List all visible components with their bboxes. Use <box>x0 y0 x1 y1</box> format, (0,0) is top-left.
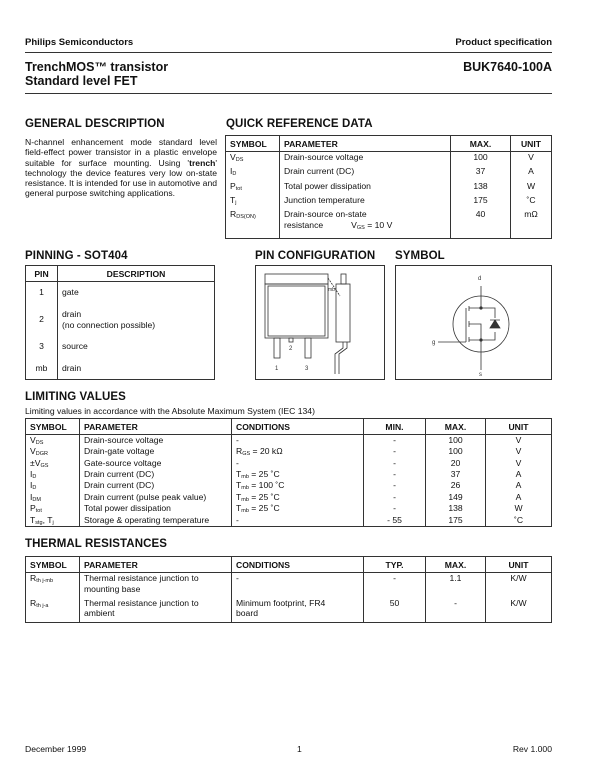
pin-config-diagram <box>255 265 385 380</box>
symbol-subscript: tot <box>235 185 242 192</box>
max-value: 37 <box>451 166 511 180</box>
quick-reference-table <box>225 135 552 239</box>
col-header: PARAMETER <box>80 419 232 435</box>
thermal-table <box>25 556 552 623</box>
table-row <box>26 480 552 491</box>
col-header: SYMBOL <box>30 560 67 570</box>
symbol-subscript: GS <box>40 462 49 469</box>
col-header: UNIT <box>486 419 552 435</box>
condition: - <box>236 514 239 525</box>
table-row <box>26 515 552 527</box>
symbol: V <box>30 435 36 445</box>
unit: V <box>511 152 552 167</box>
col-header: MAX. <box>426 557 486 573</box>
symbol-subscript: DM <box>32 496 41 503</box>
symbol-subscript: DGR <box>35 451 48 458</box>
unit: W <box>486 503 552 514</box>
pin-description: drain <box>62 362 82 373</box>
max-value: 1.1 <box>426 573 486 598</box>
desc-bold: trench <box>189 157 216 168</box>
symbol-subscript: stg <box>35 519 43 526</box>
unit: V <box>486 435 552 447</box>
title-line2: Standard level FET <box>25 74 138 88</box>
table-row <box>26 446 552 457</box>
condition: = 100 ˚C <box>248 480 285 491</box>
parameter: mounting base <box>84 583 141 594</box>
condition-subscript: GS <box>242 451 251 458</box>
col-header: UNIT <box>511 136 552 152</box>
condition: T <box>236 469 242 480</box>
max-value: 20 <box>426 458 486 469</box>
min-value: - <box>364 469 426 480</box>
parameter: Drain-source voltage <box>80 435 232 447</box>
min-value: - <box>364 480 426 491</box>
min-value: - <box>364 458 426 469</box>
limiting-values-heading: LIMITING VALUES <box>25 391 126 403</box>
unit: ˚C <box>511 195 552 209</box>
pin-number: mb <box>35 362 48 373</box>
condition: Minimum footprint, FR4 <box>236 597 326 608</box>
unit: K/W <box>486 573 552 598</box>
max-value: 175 <box>451 195 511 209</box>
unit: K/W <box>486 598 552 623</box>
col-header: PARAMETER <box>280 136 451 152</box>
symbol-subscript: D <box>232 171 237 178</box>
parameter: Drain-gate voltage <box>80 446 232 457</box>
symbol-subscript: DS <box>35 440 44 446</box>
parameter: Gate-source voltage <box>80 458 232 469</box>
company-name: Philips Semiconductors <box>25 37 134 48</box>
max-value: 138 <box>451 181 511 195</box>
parameter: Thermal resistance junction to <box>84 597 199 608</box>
symbol-subscript: DS(ON) <box>236 214 256 221</box>
table-row <box>26 573 552 598</box>
symbol: V <box>230 152 236 162</box>
unit: V <box>486 446 552 457</box>
unit: V <box>486 458 552 469</box>
condition: = 25 ˚C <box>248 469 280 480</box>
symbol: V <box>30 446 36 457</box>
symbol-subscript: DS <box>235 157 244 163</box>
condition-subscript: mb <box>241 496 249 503</box>
table-row <box>226 195 552 209</box>
parameter: Drain-source voltage <box>284 152 364 162</box>
sot404-package-drawing <box>256 266 384 379</box>
pin-description: source <box>62 341 88 352</box>
min-value: - <box>364 503 426 514</box>
pinning-table <box>25 265 215 380</box>
table-row <box>26 358 215 380</box>
parameter: Drain-source on-state <box>284 209 367 220</box>
condition: = 25 ˚C <box>248 491 280 502</box>
col-header: PARAMETER <box>80 557 232 573</box>
table-row <box>26 469 552 480</box>
col-header: TYP. <box>364 557 426 573</box>
parameter: resistance <box>284 219 324 230</box>
condition-subscript: GS <box>356 224 365 231</box>
table-row <box>226 209 552 238</box>
qrd-heading: QUICK REFERENCE DATA <box>226 118 373 130</box>
parameter: ambient <box>84 608 115 619</box>
symbol: P <box>230 180 236 191</box>
min-value: - <box>364 435 426 447</box>
parameter: Storage & operating temperature <box>80 515 232 527</box>
min-value: - <box>364 492 426 503</box>
parameter: Junction temperature <box>284 194 365 205</box>
pin-description: gate <box>62 287 79 298</box>
mosfet-symbol <box>395 265 552 380</box>
parameter: Thermal resistance junction to <box>84 573 199 583</box>
parameter: Total power dissipation <box>284 180 371 191</box>
pin-number: 2 <box>39 314 44 325</box>
general-description-heading: GENERAL DESCRIPTION <box>25 118 165 130</box>
condition: T <box>236 491 242 502</box>
symbol: I <box>230 166 233 177</box>
unit: A <box>486 469 552 480</box>
gate-label: g <box>432 340 436 346</box>
condition-subscript: mb <box>241 485 249 492</box>
symbol: , T <box>42 514 53 525</box>
table-row <box>26 458 552 469</box>
col-header: PIN <box>34 269 49 279</box>
limiting-values-table <box>25 418 552 527</box>
max-value: 138 <box>426 503 486 514</box>
drain-label: d <box>478 276 482 282</box>
symbol: I <box>30 480 33 491</box>
thermal-heading: THERMAL RESISTANCES <box>25 538 168 550</box>
parameter: Drain current (DC) <box>80 469 232 480</box>
mb-label: mb <box>328 287 335 293</box>
table-row <box>226 152 552 167</box>
condition: V <box>351 219 357 230</box>
condition: R <box>236 446 243 457</box>
col-header: CONDITIONS <box>232 557 364 573</box>
unit: A <box>486 492 552 503</box>
min-value: - <box>364 446 426 457</box>
condition: = 10 V <box>364 219 393 230</box>
table-row <box>226 181 552 195</box>
table-row <box>26 503 552 514</box>
table-row <box>26 282 215 304</box>
title-line1: TrenchMOS™ transistor <box>25 60 169 74</box>
max-value: - <box>426 598 486 623</box>
symbol-subscript: th j-mb <box>36 578 54 584</box>
condition-subscript: mb <box>241 508 249 515</box>
table-row <box>26 435 552 447</box>
col-header: MAX. <box>426 419 486 435</box>
symbol: T <box>230 194 236 205</box>
max-value: 100 <box>426 446 486 457</box>
symbol: ±V <box>30 457 41 468</box>
max-value: 149 <box>426 492 486 503</box>
condition: - <box>236 435 239 445</box>
divider <box>25 52 552 53</box>
desc-text: N-channel enhancement mode standard level field-effect power transistor in a plastic envelope suitable for surface mounting. Using ' <box>25 137 217 168</box>
general-description <box>25 137 217 199</box>
symbol-subscript: tot <box>35 508 42 515</box>
col-header: SYMBOL <box>230 139 267 149</box>
typ-value: - <box>364 573 426 598</box>
symbol: I <box>30 469 33 480</box>
unit: A <box>511 166 552 180</box>
condition: T <box>236 503 242 514</box>
table-row <box>26 336 215 358</box>
revision: Rev 1.000 <box>512 744 552 754</box>
condition: board <box>236 608 258 619</box>
col-header: UNIT <box>486 557 552 573</box>
pin2-label: 2 <box>289 346 293 352</box>
pinning-heading: PINNING - SOT404 <box>25 250 128 262</box>
col-header: CONDITIONS <box>232 419 364 435</box>
col-header: DESCRIPTION <box>58 266 215 282</box>
parameter: Drain current (DC) <box>80 480 232 491</box>
footer-date: December 1999 <box>25 744 87 754</box>
parameter: Drain current (pulse peak value) <box>80 492 232 503</box>
symbol: I <box>30 491 33 502</box>
unit: ˚C <box>486 515 552 527</box>
pin1-label: 1 <box>275 366 279 372</box>
desc-text: ' technology the device features very low on-state resistance. It is intended for use in automotive and general purpose switching applications. <box>25 157 217 199</box>
parameter: Total power dissipation <box>80 503 232 514</box>
condition: = 25 ˚C <box>248 503 280 514</box>
page-number: 1 <box>297 744 302 754</box>
limiting-caption: Limiting values in accordance with the Absolute Maximum System (IEC 134) <box>25 406 315 416</box>
symbol: R <box>230 209 237 220</box>
table-row <box>26 492 552 503</box>
max-value: 100 <box>426 435 486 447</box>
pin-config-heading: PIN CONFIGURATION <box>255 250 376 262</box>
symbol: R <box>30 573 37 583</box>
symbol: T <box>30 514 36 525</box>
col-header: SYMBOL <box>30 422 67 432</box>
max-value: 40 <box>451 209 511 238</box>
symbol-subscript: th j-a <box>36 602 49 609</box>
part-number: BUK7640-100A <box>463 60 552 74</box>
max-value: 37 <box>426 469 486 480</box>
condition: = 20 kΩ <box>250 446 283 457</box>
symbol-subscript: j <box>235 199 237 206</box>
mosfet-symbol-drawing <box>396 266 551 379</box>
table-row <box>226 166 552 180</box>
pin-description: drain <box>62 308 82 319</box>
condition: - <box>236 457 239 468</box>
unit: W <box>511 181 552 195</box>
col-header: MIN. <box>364 419 426 435</box>
symbol-heading: SYMBOL <box>395 250 445 262</box>
condition: - <box>236 573 239 583</box>
symbol-subscript: D <box>32 485 37 492</box>
pin-number: 3 <box>39 341 44 352</box>
max-value: 100 <box>451 152 511 167</box>
symbol: R <box>30 597 37 608</box>
symbol: P <box>30 503 36 514</box>
source-label: s <box>479 372 482 378</box>
col-header: MAX. <box>451 136 511 152</box>
min-value: - 55 <box>364 515 426 527</box>
condition-subscript: mb <box>241 474 249 481</box>
pin-description: (no connection possible) <box>62 319 156 330</box>
divider <box>25 93 552 94</box>
doc-type: Product specification <box>455 37 552 48</box>
max-value: 175 <box>426 515 486 527</box>
parameter: Drain current (DC) <box>284 166 355 177</box>
product-title <box>25 60 168 88</box>
pin-number: 1 <box>39 287 44 298</box>
symbol-subscript: D <box>32 474 37 481</box>
table-row <box>26 598 552 623</box>
unit: mΩ <box>511 209 552 238</box>
table-row <box>26 304 215 336</box>
pin3-label: 3 <box>305 366 309 372</box>
max-value: 26 <box>426 480 486 491</box>
symbol-subscript: j <box>52 519 54 526</box>
condition: T <box>236 480 242 491</box>
typ-value: 50 <box>364 598 426 623</box>
unit: A <box>486 480 552 491</box>
